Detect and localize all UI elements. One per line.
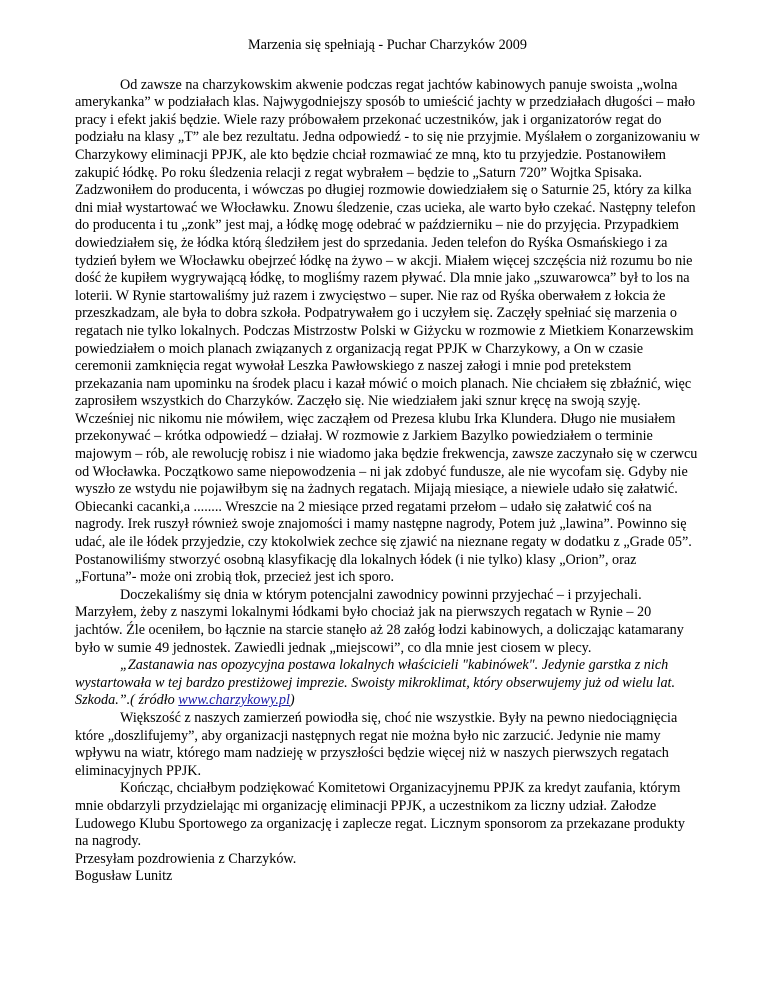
body-paragraph-1: Od zawsze na charzykowskim akwenie podczas regat jachtów kabinowych panuje swoista „wolna amerykanka” w podziałach klas. Najwygodniejszy sposób to umieścić jachty w przedziałach długości – mało pracy i efekt jakiś będzie. Wiele razy próbowałem przekonać uczestników, jak i organizatorów regat do podziału na klasy „T” ale bez rezultatu. Jedna odpowiedź - to się nie przyjmie. Myślałem o zorganizowaniu w Charzykowy eliminacji PPJK, ale kto będzie chciał rozmawiać ze mną, kto tu przyjedzie. Postanowiłem zakupić łódkę. Po roku śledzenia relacji z regat wybrałem – będzie to „Saturn 720” Wojtka Spisaka. Zadzwoniłem do producenta, i wówczas po długiej rozmowie dowiedziałem się o Saturnie 25, który za kilka dni miał wystartować we Włocławku. Znowu śledzenie, czas ucieka, ale warto było czekać. Następny telefon do producenta i tu „zonk” jest maj, a łódkę mogę odebrać w październiku – nie do przyjęcia. Przypadkiem dowiedziałem się, że łódka którą śledziłem jest do sprzedania. Jeden telefon do Ryśka Osmańskiego i za tydzień byłem we Włocławku obejrzeć łódkę na żywo – w akcji. Miałem więcej szczęścia niż rozumu bo nie dość że kupiłem wygrywającą łódkę, to mogliśmy razem pływać. Dla mnie jako „szuwarowca” był to los na loterii. W Rynie startowaliśmy już razem i zwycięstwo – super. Nie raz od Ryśka oberwałem z łokcia że przeszkadzam, ale była to dobra szkoła. Podpatrywałem go i uczyłem się. Zaczęły spełniać się marzenia o regatach nie tylko lokalnych. Podczas Mistrzostw Polski w Giżycku w rozmowie z Mietkiem Konarzewskim powiedziałem o moich planach związanych z organizacją regat PPJK w Charzykowy, a On w czasie ceremonii zamknięcia regat wywołał Leszka Pawłowskiego z naszej załogi i mnie pod pretekstem przekazania nam upominku na środek placu i kazał mówić o moich planach. Nie chciałem się zbłaźnić, więc zaprosiłem wszystkich do Charzyków. Zaczęło się. Nie wiedziałem jaki sznur kręcę na swoją szyję. Wcześniej nic nikomu nie mówiłem, więc zacząłem od Prezesa klubu Irka Klundera. Długo nie musiałem przekonywać – krótka odpowiedź – działaj. W rozmowie z Jarkiem Bazylko powiedziałem o terminie majowym – rób, ale rewolucję robisz i nie wiadomo jaka będzie frekwencja, zawsze zaczynało się w czerwcu od Włocławka. Początkowo same niepowodzenia – ni jak zdobyć fundusze, ale nie wycofam się. Gdyby nie wyszło ze wstydu nie pojawiłbym się na żadnych regatach. Mijają miesiące, a niewiele udało się załatwić. Obiecanki cacanki,a ........ Wreszcie na 2 miesiące przed regatami przełom – udało się załatwić coś na nagrody. Irek ruszył również swoje znajomości i mamy następne nagrody, Potem już „lawina”. Powinno się udać, ale ile łódek przyjedzie, czy ktokolwiek zechce się zjawić na nieznane regaty w dodatku z „Grade 05”. Postanowiliśmy stworzyć osobną klasyfikację dla lokalnych łódek (i nie tylko) klasy „Orion”, oraz „Fortuna”- może oni zrobią tłok, przecież jest ich sporo. — [75, 76, 700, 586]
quote-text: „Zastanawia nas opozycyjna postawa lokalnych właścicieli "kabinówek". Jedynie garstka z nich wystartowała w tej bardzo prestiżowej imprezie. Swoisty mikroklimat, który obserwujemy już od wielu lat. Szkoda.”.( źródło — [75, 657, 676, 709]
document-page — [75, 37, 700, 886]
source-quote — [75, 657, 700, 710]
quote-closing: ) — [289, 692, 295, 709]
body-paragraph-3: Większość z naszych zamierzeń powiodła się, choć nie wszystkie. Były na pewno niedociągnięcia które „doszlifujemy”, aby organizacji następnych regat nie można było nic zarzucić. Jedynie nie mamy wpływu na wiatr, którego mam nadzieję w przyszłości będzie więcej niż w naszych pierwszych regatach eliminacyjnych PPJK. — [75, 709, 678, 779]
closing-greeting: Przesyłam pozdrowienia z Charzyków. — [75, 850, 297, 867]
document-title: Marzenia się spełniają - Puchar Charzyków 2009 — [248, 37, 527, 53]
body-paragraph-4: Kończąc, chciałbym podziękować Komitetowi Organizacyjnemu PPJK za kredyt zaufania, którym mnie obdarzyli przydzielając mi organizację eliminacji PPJK, a uczestnikom za liczny udział. Załodze Ludowego Klubu Sportowego za organizację i zaplecze regat. Licznym sponsorom za przekazane produkty na nagrody. — [75, 780, 685, 850]
author-signature: Bogusław Lunitz — [75, 868, 173, 885]
source-link[interactable]: www.charzykowy.pl — [178, 692, 290, 709]
body-paragraph-2: Doczekaliśmy się dnia w którym potencjalni zawodnicy powinni przyjechać – i przyjechali. Marzyłem, żeby z naszymi lokalnymi łódkami było chociaż jak na pierwszych regatach w Rynie – 20 jachtów. Źle oceniłem, bo łącznie na starcie stanęło aż 28 załóg łodzi kabinowych, a doliczając katamarany było w sumie 49 jednostek. Zawiedli jednak „miejscowi”, co dla mnie jest ciosem w plecy. — [75, 586, 684, 656]
